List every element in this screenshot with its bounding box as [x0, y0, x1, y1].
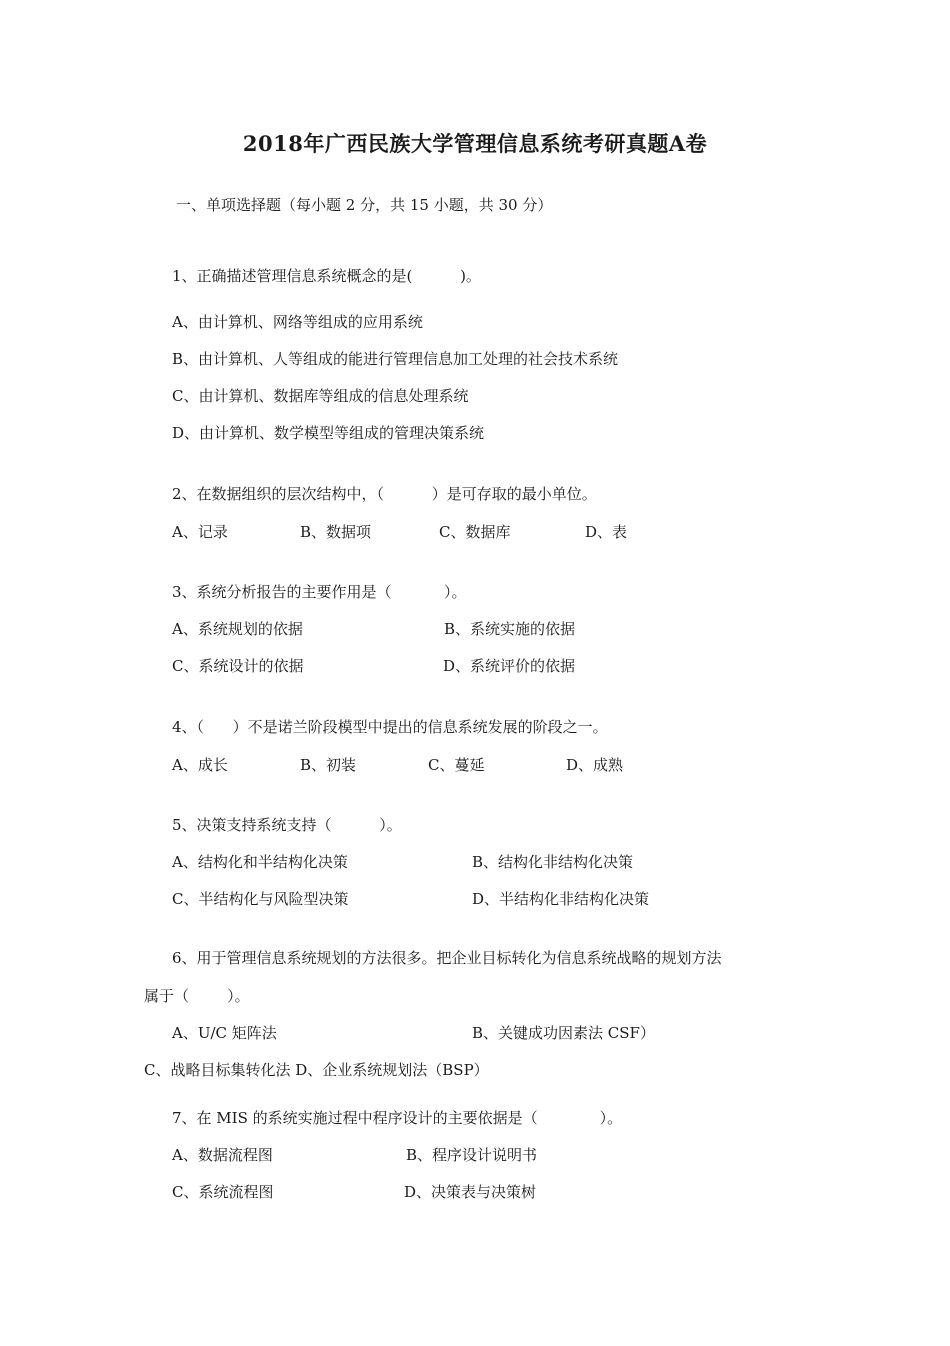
question-5-option-b: B、结构化非结构化决策: [472, 853, 634, 871]
question-2-stem: 2、在数据组织的层次结构中，（ ）是可存取的最小单位。: [172, 485, 597, 503]
page-title: 2018年广西民族大学管理信息系统考研真题A卷: [242, 131, 708, 156]
question-1-stem: 1、正确描述管理信息系统概念的是( )。: [172, 267, 481, 285]
question-3-stem: 3、系统分析报告的主要作用是（ ）。: [172, 583, 467, 601]
question-5-option-d: D、半结构化非结构化决策: [472, 890, 650, 908]
section-heading: 一、单项选择题（每小题 2 分，共 15 小题，共 30 分）: [176, 196, 553, 214]
question-1-option-c: C、由计算机、数据库等组成的信息处理系统: [172, 387, 469, 405]
question-5-stem: 5、决策支持系统支持（ ）。: [172, 816, 402, 834]
question-3-option-d: D、系统评价的依据: [443, 657, 576, 675]
question-6-option-c-d: C、战略目标集转化法 D、企业系统规划法（BSP）: [144, 1061, 489, 1079]
question-6-stem-line-2: 属于（ ）。: [144, 987, 250, 1005]
question-6-stem-line-1: 6、用于管理信息系统规划的方法很多。把企业目标转化为信息系统战略的规划方法: [172, 949, 722, 967]
question-4-option-a: A、成长: [172, 756, 228, 774]
question-7-stem: 7、在 MIS 的系统实施过程中程序设计的主要依据是（ ）。: [172, 1109, 623, 1127]
question-1-option-d: D、由计算机、数学模型等组成的管理决策系统: [172, 424, 485, 442]
question-4-option-c: C、蔓延: [428, 756, 485, 774]
question-4-option-d: D、成熟: [566, 756, 624, 774]
question-7-option-b: B、程序设计说明书: [406, 1146, 538, 1164]
question-4-option-b: B、初装: [300, 756, 357, 774]
question-2-option-d: D、表: [585, 523, 628, 541]
question-7-option-d: D、决策表与决策树: [404, 1183, 537, 1201]
question-3-option-c: C、系统设计的依据: [172, 657, 304, 675]
question-2-option-a: A、记录: [172, 523, 228, 541]
question-7-option-c: C、系统流程图: [172, 1183, 274, 1201]
question-3-option-a: A、系统规划的依据: [172, 620, 303, 638]
question-7-option-a: A、数据流程图: [172, 1146, 273, 1164]
question-3-option-b: B、系统实施的依据: [444, 620, 576, 638]
question-6-option-b: B、关键成功因素法 CSF）: [472, 1024, 655, 1042]
question-1-option-a: A、由计算机、网络等组成的应用系统: [172, 313, 423, 331]
question-6-option-a: A、U/C 矩阵法: [172, 1024, 277, 1042]
question-5-option-a: A、结构化和半结构化决策: [172, 853, 348, 871]
question-1-option-b: B、由计算机、人等组成的能进行管理信息加工处理的社会技术系统: [172, 350, 619, 368]
question-2-option-c: C、数据库: [439, 523, 511, 541]
question-5-option-c: C、半结构化与风险型决策: [172, 890, 349, 908]
question-4-stem: 4、（ ）不是诺兰阶段模型中提出的信息系统发展的阶段之一。: [172, 718, 608, 736]
question-2-option-b: B、数据项: [300, 523, 372, 541]
